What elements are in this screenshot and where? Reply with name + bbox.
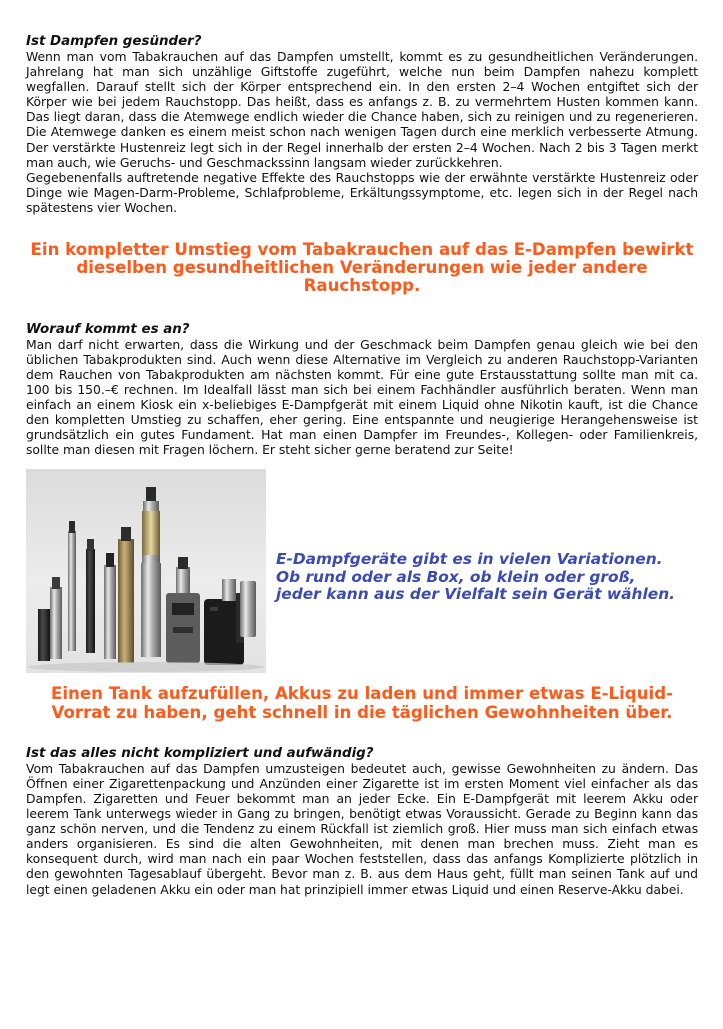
- health-paragraph-1: Wenn man vom Tabakrauchen auf das Dampfen umstellt, kommt es zu gesundheitlichen Veränderungen. Jahrelang hat man sich unzählige Giftstoffe zugeführt, welche nun beim Dampfen nahezu komplett wegfallen. Darauf stellt sich der Körper entsprechend ein. In den ersten 2–4 Wochen entgiftet sich der Körper wie bei jedem Rauchstopp. Das heißt, dass es anfangs z. B. zu vermehrtem Husten kommen kann. Das liegt daran, dass die Atemwege endlich wieder die Chance haben, sich zu reinigen und zu regenerieren. Die Atemwege danken es einem meist schon nach wenigen Tagen durch eine merklich verbesserte Atmung. Der verstärkte Hustenreiz legt sich in der Regel innerhalb der ersten 2–4 Wochen. Nach 2 bis 3 Tagen merkt man auch, wie Geruchs- und Geschmackssinn langsam wieder zurückkehren.: [26, 49, 698, 170]
- vape-devices-photo: [26, 469, 266, 673]
- section-heading-health: Ist Dampfen gesünder?: [26, 34, 202, 49]
- section-heading-complicated: Ist das alles nicht kompliziert und aufwändig?: [26, 745, 374, 761]
- section-heading-what-matters: Worauf kommt es an?: [26, 321, 190, 337]
- figure-caption: E-Dampfgeräte gibt es in vielen Variationen. Ob rund oder als Box, ob klein oder groß, jeder kann aus der Vielfalt sein Gerät wählen.: [276, 550, 676, 604]
- health-paragraph-2: Gegebenenfalls auftretende negative Effekte des Rauchstopps wie der erwähnte verstärkte Hustenreiz oder Dinge wie Magen-Darm-Probleme, Schlafprobleme, Erkältungssymptome, etc. legen sich in der Regel nach spätestens vier Wochen.: [26, 169, 698, 215]
- what-matters-paragraph: Man darf nicht erwarten, dass die Wirkung und der Geschmack beim Dampfen genau gleich wie bei den üblichen Tabakprodukten sind. Auch wenn diese Alternative im Vergleich zu anderen Rauchstopp-Varianten dem Rauchen von Tabakprodukten am nächsten kommt. Für eine gute Erstausstattung sollte man mit ca. 100 bis 150.–€ rechnen. Im Idealfall lässt man sich bei einem Fachhändler ausführlich beraten. Wenn man einfach an einem Kiosk ein x-beliebiges E-Dampfgerät mit einem Liquid ohne Nikotin kauft, ist die Chance den kompletten Umstieg zu schaffen, eher gering. Eine entspannte und neugierige Herangehensweise ist grundsätzlich ein gutes Fundament. Hat man einen Dampfer im Freundes-, Kollegen- oder Familienkreis, sollte man diesen mit Fragen löchern. Er steht sicher gerne beratend zur Seite!: [26, 336, 698, 458]
- callout-habits: Einen Tank aufzufüllen, Akkus zu laden und immer etwas E-Liquid-Vorrat zu haben, geht schnell in die täglichen Gewohnheiten über.: [51, 684, 673, 722]
- figure-row: [26, 469, 698, 673]
- document-page: [26, 34, 698, 897]
- vape-devices-illustration: [26, 469, 266, 673]
- callout-quit-smoking: Ein kompletter Umstieg vom Tabakrauchen auf das E-Dampfen bewirkt dieselben gesundheitlichen Veränderungen wie jeder andere Rauchstopp.: [30, 240, 694, 296]
- complicated-paragraph: Vom Tabakrauchen auf das Dampfen umzusteigen bedeutet auch, gewisse Gewohnheiten zu ändern. Das Öffnen einer Zigarettenpackung und Anzünden einer Zigarette ist im ersten Moment viel einfacher als das Dampfen. Zigaretten und Feuer bekommt man an jeder Ecke. Ein E-Dampfgerät mit leerem Akku oder leerem Tank unterwegs wieder in Gang zu bringen, benötigt etwas Voraussicht. Gerade zu Beginn kann das ganz schön nerven, und die Tendenz zu einem Rückfall ist ziemlich groß. Hier muss man sich einfach etwas anders organisieren. Es sind die alten Gewohnheiten, mit denen man brechen muss. Zieht man es konsequent durch, wird man nach ein paar Wochen feststellen, dass das anfangs Komplizierte plötzlich in den gewohnten Tagesablauf übergeht. Bevor man z. B. aus dem Haus geht, füllt man seinen Tank auf und legt einen geladenen Akku ein oder man hat prinzipiell immer etwas Liquid und einen Reserve-Akku dabei.: [26, 760, 698, 897]
